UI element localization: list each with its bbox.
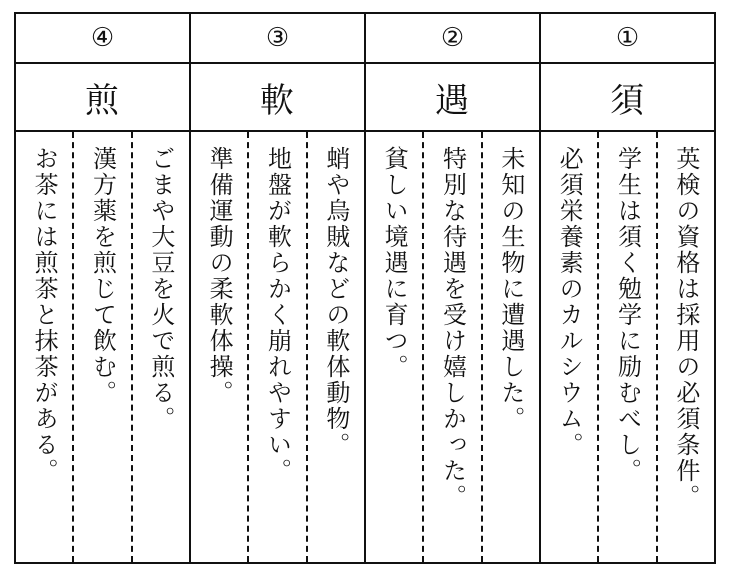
group-1 [541,14,714,562]
group-number: ② [440,23,465,53]
example-sentence: 特別な待遇を受け嬉しかった。 [438,146,467,510]
group-3 [191,14,366,562]
group-kanji: 須 [541,62,714,132]
sentence-columns [541,132,714,562]
group-kanji: 煎 [16,62,189,132]
example-sentence: 貧しい境遇に育つ。 [380,146,409,380]
sentence-column [597,132,655,562]
sentence-column [656,132,714,562]
sentence-column [422,132,480,562]
sentence-column [541,132,597,562]
group-number: ④ [90,23,115,53]
example-sentence: お茶には煎茶と抹茶がある。 [30,146,59,484]
sentence-columns [366,132,539,562]
group-2 [366,14,541,562]
example-sentence: ごまや大豆を火で煎る。 [146,146,175,432]
group-number: ① [615,23,640,53]
sentence-columns [191,132,364,562]
example-sentence: 学生は須く勉学に励むべし。 [613,146,642,484]
example-sentence: 未知の生物に遭遇した。 [496,146,525,432]
worksheet-grid [16,14,714,562]
sentence-column [72,132,130,562]
example-sentence: 準備運動の柔軟体操。 [205,146,234,406]
example-sentence: 地盤が軟らかく崩れやすい。 [263,146,292,484]
group-4 [16,14,191,562]
sentence-column [247,132,305,562]
example-sentence: 漢方薬を煎じて飲む。 [88,146,117,406]
sentence-column [306,132,364,562]
sentence-column [16,132,72,562]
group-kanji: 遇 [366,62,539,132]
kanji-worksheet [14,12,716,564]
sentence-column [191,132,247,562]
group-number: ③ [265,23,290,53]
sentence-column [366,132,422,562]
sentence-columns [16,132,189,562]
example-sentence: 英検の資格は採用の必須条件。 [671,146,700,510]
example-sentence: 蛸や烏賊などの軟体動物。 [321,146,350,458]
example-sentence: 必須栄養素のカルシウム。 [555,146,584,458]
sentence-column [131,132,189,562]
sentence-column [481,132,539,562]
group-kanji: 軟 [191,62,364,132]
